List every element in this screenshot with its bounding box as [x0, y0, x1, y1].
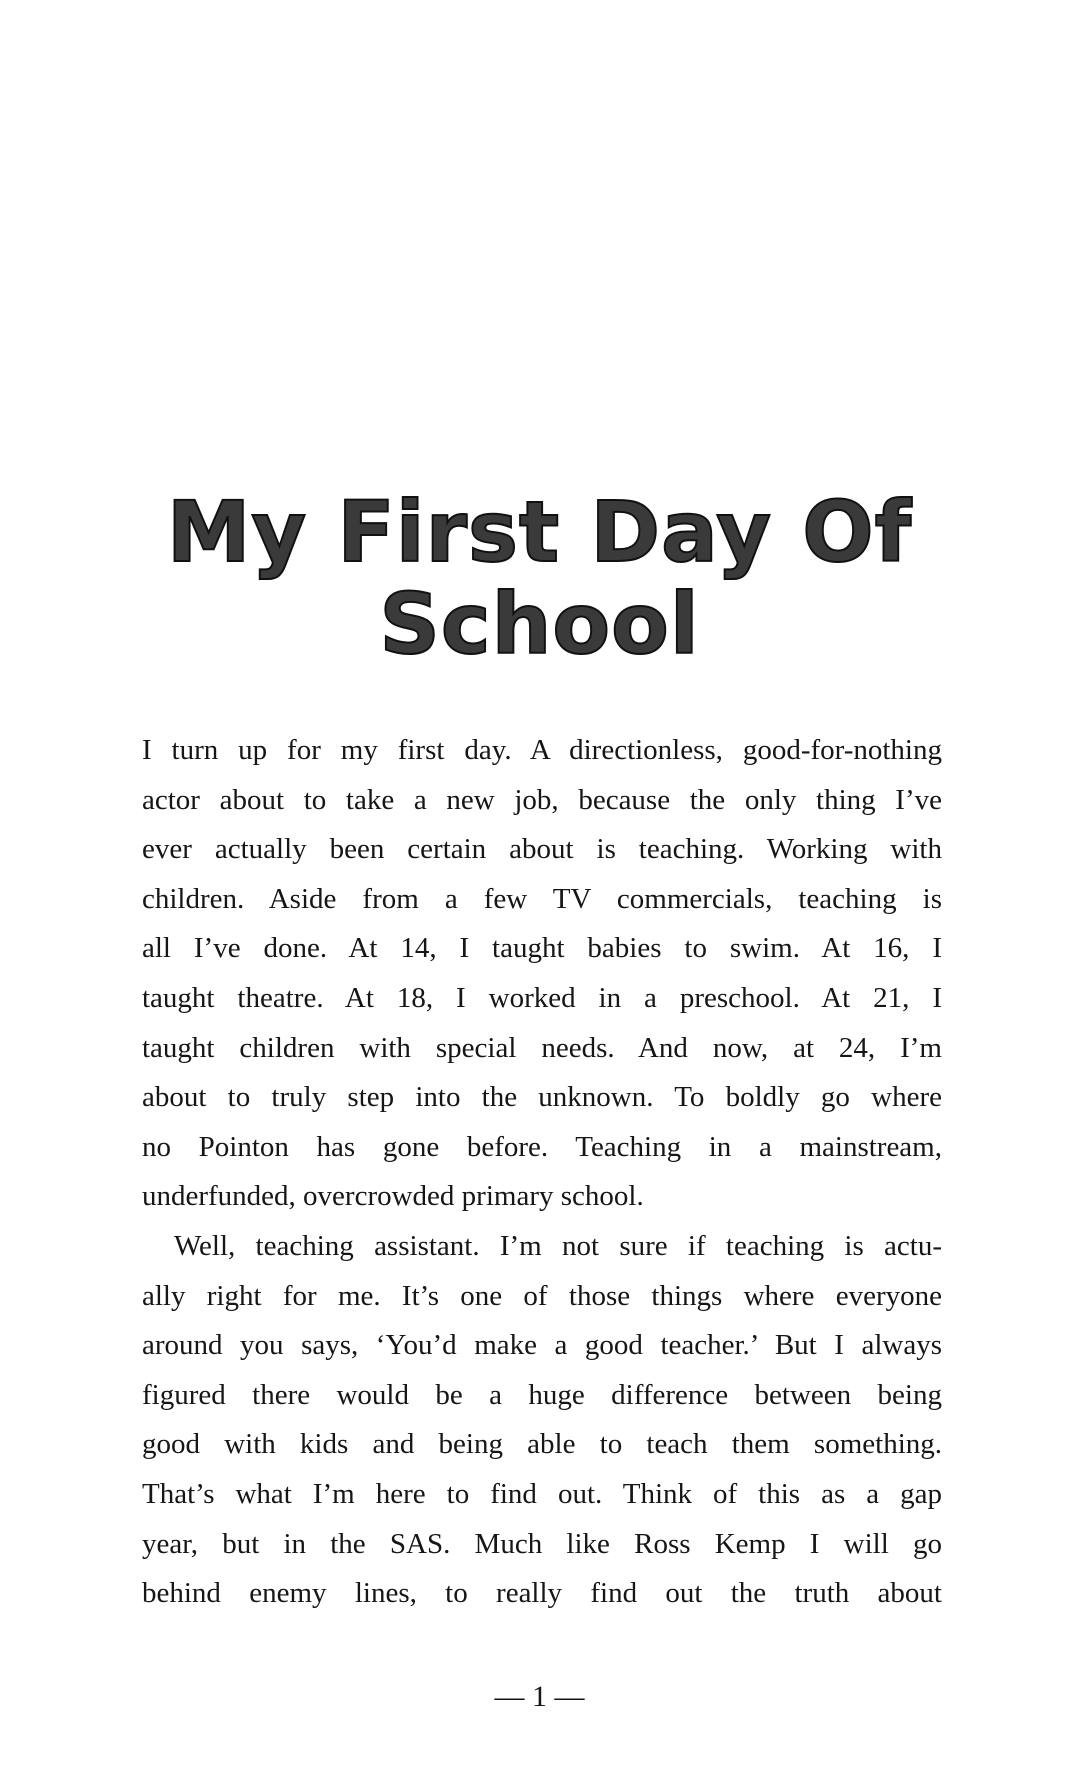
text-line: underfunded, overcrowded primary school.: [142, 1180, 644, 1213]
text-line: actor about to take a new job, because the only thing I’ve: [142, 783, 942, 816]
text-line: taught children with special needs. And now, at 24, I’m: [142, 1031, 942, 1064]
text-line: all I’ve done. At 14, I taught babies to swim. At 16, I: [142, 932, 942, 965]
text-line: about to truly step into the unknown. To boldly go where: [142, 1081, 942, 1114]
text-line: figured there would be a huge difference between being: [142, 1378, 942, 1411]
text-line: no Pointon has gone before. Teaching in a mainstream,: [142, 1130, 942, 1163]
body-text: [142, 726, 942, 1619]
text-line: Well, teaching assistant. I’m not sure if teaching is actu-: [174, 1229, 942, 1262]
text-line: I turn up for my first day. A directionless, good-for-nothing: [142, 734, 942, 766]
text-line: ever actually been certain about is teaching. Working with: [142, 833, 942, 866]
text-line: That’s what I’m here to find out. Think of this as a gap: [142, 1477, 942, 1510]
paragraph: [142, 1222, 942, 1619]
text-line: around you says, ‘You’d make a good teacher.’ But I always: [142, 1329, 942, 1362]
page-number: — 1 —: [494, 1680, 585, 1713]
text-line: children. Aside from a few TV commercials, teaching is: [142, 882, 942, 915]
chapter-title: [0, 483, 1079, 674]
text-line: ally right for me. It’s one of those things where everyone: [142, 1279, 942, 1312]
paragraph: [142, 726, 942, 1222]
text-line: good with kids and being able to teach them something.: [142, 1428, 942, 1461]
text-line: taught theatre. At 18, I worked in a preschool. At 21, I: [142, 981, 942, 1014]
text-line: behind enemy lines, to really find out the truth about: [142, 1577, 942, 1610]
chapter-title-line: School: [379, 575, 700, 674]
chapter-title-line: My First Day Of: [166, 483, 913, 582]
text-line: year, but in the SAS. Much like Ross Kemp I will go: [142, 1527, 942, 1560]
